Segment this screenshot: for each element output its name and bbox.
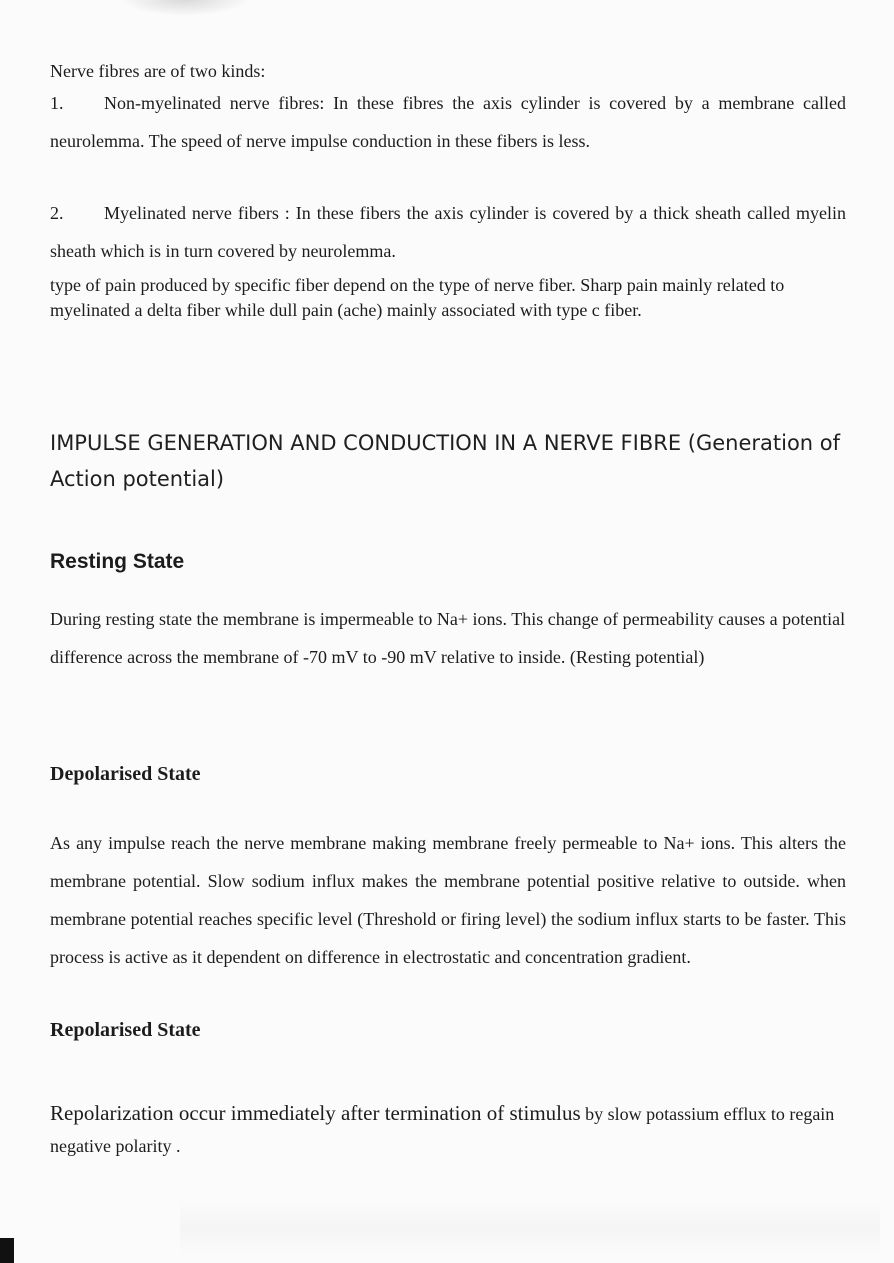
list-number: 2. xyxy=(50,203,64,223)
scan-edge-mark xyxy=(0,1238,14,1263)
depolarised-state-text: As any impulse reach the nerve membrane making membrane freely permeable to Na+ ions. This alters the membrane potential. Slow sodium influx makes the membrane potential positive relative to outside. when membrane potential reaches specific level (Threshold or firing level) the sodium influx starts to be faster. This process is active as it dependent on difference in electrostatic and concentration gradient. xyxy=(50,833,846,967)
resting-state-heading: Resting State xyxy=(50,550,185,573)
scan-shadow xyxy=(120,0,250,16)
repolarised-state-text xyxy=(50,1098,846,1163)
list-item-text: Non-myelinated nerve fibres: In these fibres the axis cylinder is covered by a membrane called neurolemma. The speed of nerve impulse conduction in these fibers is less. xyxy=(50,93,846,151)
repolarised-text-large: Repolarization occur immediately after termination of stimulus xyxy=(50,1101,581,1125)
repolarised-text-small: by slow potassium efflux to regain negative polarity . xyxy=(50,1104,835,1156)
bleed-through-text xyxy=(180,1200,880,1255)
resting-state-text: During resting state the membrane is impermeable to Na+ ions. This change of permeability causes a potential difference across the membrane of -70 mV to -90 mV relative to inside. (Resting potential) xyxy=(50,609,846,667)
impulse-heading: IMPULSE GENERATION AND CONDUCTION IN A NERVE FIBRE (Generation of Action potential) xyxy=(50,431,841,491)
pain-note: type of pain produced by specific fiber depend on the type of nerve fiber. Sharp pain mainly related to myelinated a delta fiber while dull pain (ache) mainly associated with type c fiber. xyxy=(50,275,785,320)
list-number: 1. xyxy=(50,93,64,113)
intro-text: Nerve fibres are of two kinds: xyxy=(50,61,266,81)
list-item-myelinated xyxy=(50,194,846,270)
depolarised-state-heading: Depolarised State xyxy=(50,763,201,785)
repolarised-state-heading: Repolarised State xyxy=(50,1019,201,1041)
list-item-text: Myelinated nerve fibers : In these fibers the axis cylinder is covered by a thick sheath called myelin sheath which is in turn covered by neurolemma. xyxy=(50,203,846,261)
list-item-non-myelinated xyxy=(50,84,846,160)
